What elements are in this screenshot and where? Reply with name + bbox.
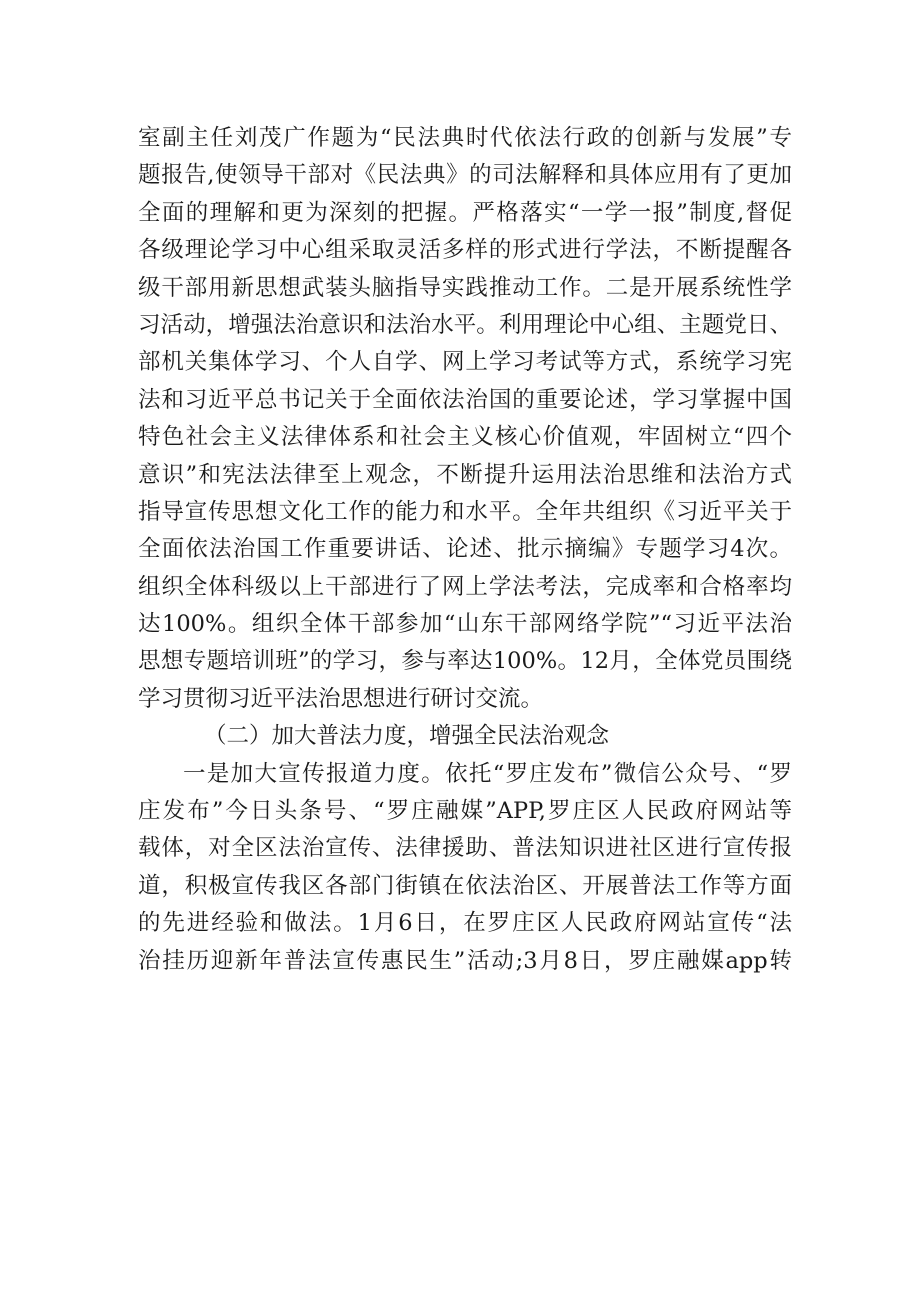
section-heading: （二）加大普法力度，增强全民法治观念 <box>204 723 610 750</box>
paragraph-line: 达100%。组织全体干部参加“山东干部网络学院”“习近平法治 <box>138 611 792 638</box>
paragraph-line: 指导宣传思想文化工作的能力和水平。全年共组织《习近平关于 <box>138 498 792 525</box>
paragraph-line: 各级理论学习中心组采取灵活多样的形式进行学法，不断提醒各 <box>138 237 792 264</box>
paragraph-line: 全面依法治国工作重要讲话、论述、批示摘编》专题学习4次。 <box>138 536 792 563</box>
paragraph-line: 思想专题培训班”的学习，参与率达100%。12月，全体党员围绕 <box>138 648 792 675</box>
paragraph-line: 道，积极宣传我区各部门街镇在依法治区、开展普法工作等方面 <box>138 872 792 899</box>
paragraph-line: 特色社会主义法律体系和社会主义核心价值观，牢固树立“四个 <box>138 424 792 451</box>
paragraph-line: 组织全体科级以上干部进行了网上学法考法，完成率和合格率均 <box>138 573 792 600</box>
paragraph-line: 一是加大宣传报道力度。依托“罗庄发布”微信公众号、“罗 <box>183 760 792 787</box>
paragraph-line: 法和习近平总书记关于全面依法治国的重要论述，学习掌握中国 <box>138 386 792 413</box>
paragraph-line: 治挂历迎新年普法宣传惠民生”活动;3月8日，罗庄融媒app转 <box>138 947 792 974</box>
paragraph-line: 载体，对全区法治宣传、法律援助、普法知识进社区进行宣传报 <box>138 835 792 862</box>
paragraph-line: 庄发布”今日头条号、“罗庄融媒”APP,罗庄区人民政府网站等 <box>138 798 792 825</box>
paragraph-line: 级干部用新思想武装头脑指导实践推动工作。二是开展系统性学 <box>138 274 792 301</box>
paragraph-line: 学习贯彻习近平法治思想进行研讨交流。 <box>138 685 544 712</box>
document-body <box>138 120 792 980</box>
paragraph-line: 室副主任刘茂广作题为“民法典时代依法行政的创新与发展”专 <box>138 125 792 151</box>
paragraph-line: 题报告,使领导干部对《民法典》的司法解释和具体应用有了更加 <box>138 162 792 189</box>
paragraph-line: 全面的理解和更为深刻的把握。严格落实“一学一报”制度,督促 <box>138 199 792 226</box>
paragraph-line: 意识”和宪法法律至上观念，不断提升运用法治思维和法治方式 <box>138 461 792 488</box>
paragraph-line: 习活动，增强法治意识和法治水平。利用理论中心组、主题党日、 <box>138 311 792 338</box>
paragraph-line: 的先进经验和做法。1月6日，在罗庄区人民政府网站宣传“法 <box>138 910 792 937</box>
paragraph-line: 部机关集体学习、个人自学、网上学习考试等方式，系统学习宪 <box>138 349 792 376</box>
